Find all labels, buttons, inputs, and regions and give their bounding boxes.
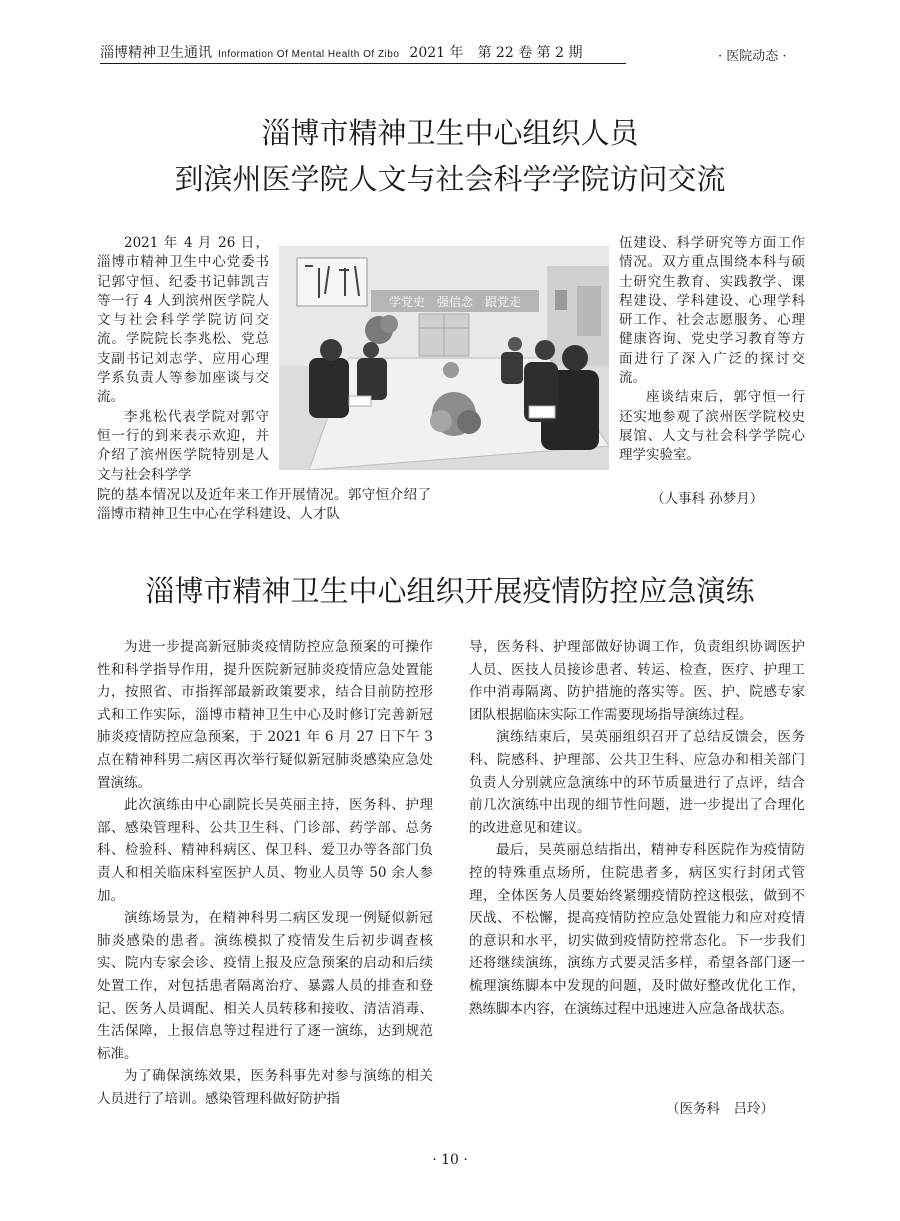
journal-title-en: Information Of Mental Health Of Zibo [218, 49, 400, 60]
journal-title: 淄博精神卫生通讯 [100, 45, 212, 61]
article2-paragraph: 为进一步提高新冠肺炎疫情防控应急预案的可操作性和科学指导作用，提升医院新冠肺炎疫情应急处置能力，按照省、市指挥部最新政策要求，结合目前防控形式和工作实际，淄博市精神卫生中心及时修订完善新冠肺炎疫情防控应急预案，于 2021 年 6 月 27 日下午 3 点在精神科男二病区再次举行疑似新冠肺炎感染应急处置演练。 [97, 639, 433, 791]
header-rule [100, 63, 626, 64]
meeting-photo [279, 246, 609, 470]
article2-right-column [469, 636, 805, 1020]
article2-left-column [97, 636, 433, 1110]
article2-paragraph: 演练场景为，在精神科男二病区发现一例疑似新冠肺炎感染的患者。演练模拟了疫情发生后初步调查核实、院内专家会诊、疫情上报及应急预案的启动和后续处置工作，对包括患者隔离治疗、暴露人员的排查和登记、医务人员调配、相关人员转移和接收、清洁消毒、生活保障，上报信息等过程进行了逐一演练，达到规范标准。 [97, 910, 433, 1062]
article2-paragraph: 为了确保演练效果，医务科事先对参与演练的相关人员进行了培训。感染管理科做好防护指 [97, 1068, 433, 1107]
article2-paragraph: 演练结束后，吴英丽组织召开了总结反馈会，医务科、院感科、护理部、公共卫生科、应急办和相关部门负责人分别就应急演练中的环节质量进行了点评，结合前几次演练中出现的细节性问题，进一步提出了合理化的改进意见和建议。 [469, 729, 805, 836]
article1-right-column [619, 234, 805, 466]
page-number: · 10 · [432, 1152, 468, 1168]
article1-right-paragraph-1: 伍建设、科学研究等方面工作情况。双方重点围绕本科与硕士研究生教育、实践教学、课程建设、学科建设、心理学科研工作、社会志愿服务、心理健康咨询、党史学习教育等方面进行了深入广泛的探讨交流。 [619, 235, 805, 387]
article2-paragraph: 最后，吴英丽总结指出，精神专科医院作为疫情防控的特殊重点场所，住院患者多，病区实行封闭式管理，全体医务人员要始终紧绷疫情防控这根弦，做到不厌战、不松懈，提高疫情防控应急处置能力和应对疫情的意识和水平，切实做到疫情防控常态化。下一步我们还将继续演练，演练方式要灵活多样，希望各部门逐一梳理演练脚本中发现的问题，及时做好整改优化工作，熟练脚本内容，在演练过程中迅速进入应急备战状态。 [469, 842, 805, 1017]
article1-paragraph-2-start: 李兆松代表学院对郭守恒一行的到来表示欢迎，并介绍了滨州医学院特别是人文与社会科学学 [97, 408, 269, 483]
article1-full-width-text: 院的基本情况以及近年来工作开展情况。郭守恒介绍了淄博市精神卫生中心在学科建设、人才队 [97, 487, 431, 523]
article1-left-column [97, 234, 269, 485]
article2-paragraph-continued: 导，医务科、护理部做好协调工作，负责组织协调医护人员、医技人员接诊患者、转运、检查，医疗、护理工作中消毒隔离、防护措施的落实等。医、护、院感专家团队根据临床实际工作需要现场指导演练过程。 [469, 639, 805, 723]
article1-signature: （人事科 孙梦月） [651, 491, 764, 507]
issue-info: 2021 年 第 22 卷 第 2 期 [409, 45, 583, 61]
article1-title-line2: 到滨州医学院人文与社会科学学院访问交流 [174, 162, 726, 196]
article1-right-paragraph-2: 座谈结束后，郭守恒一行还实地参观了滨州医学院校史展馆、人文与社会科学学院心理学实验室。 [619, 389, 805, 464]
article2-title: 淄博市精神卫生中心组织开展疫情防控应急演练 [145, 574, 755, 608]
article2-signature: （医务科 吕玲） [666, 1101, 774, 1117]
running-header [100, 42, 800, 64]
section-label: · 医院动态 · [718, 49, 787, 64]
header-journal [100, 42, 582, 62]
photo-banner-text: 学党史 强信念 跟党走 [388, 295, 522, 309]
article1-paragraph-1: 2021 年 4 月 26 日，淄博市精神卫生中心党委书记郭守恒、纪委书记韩凯吉等一行 4 人到滨州医学院人文与社会科学学院访问交流。学院院长李兆松、党总支副书记刘志学、应用心理学系负责人等参加座谈与交流。 [97, 235, 269, 406]
article1-title-line1: 淄博市精神卫生中心组织人员 [261, 116, 639, 150]
article2-paragraph: 此次演练由中心副院长吴英丽主持，医务科、护理部、感染管理科、公共卫生科、门诊部、药学部、总务科、检验科、精神科病区、保卫科、爱卫办等各部门负责人和相关临床科室医护人员、物业人员等 50 余人参加。 [97, 797, 433, 904]
